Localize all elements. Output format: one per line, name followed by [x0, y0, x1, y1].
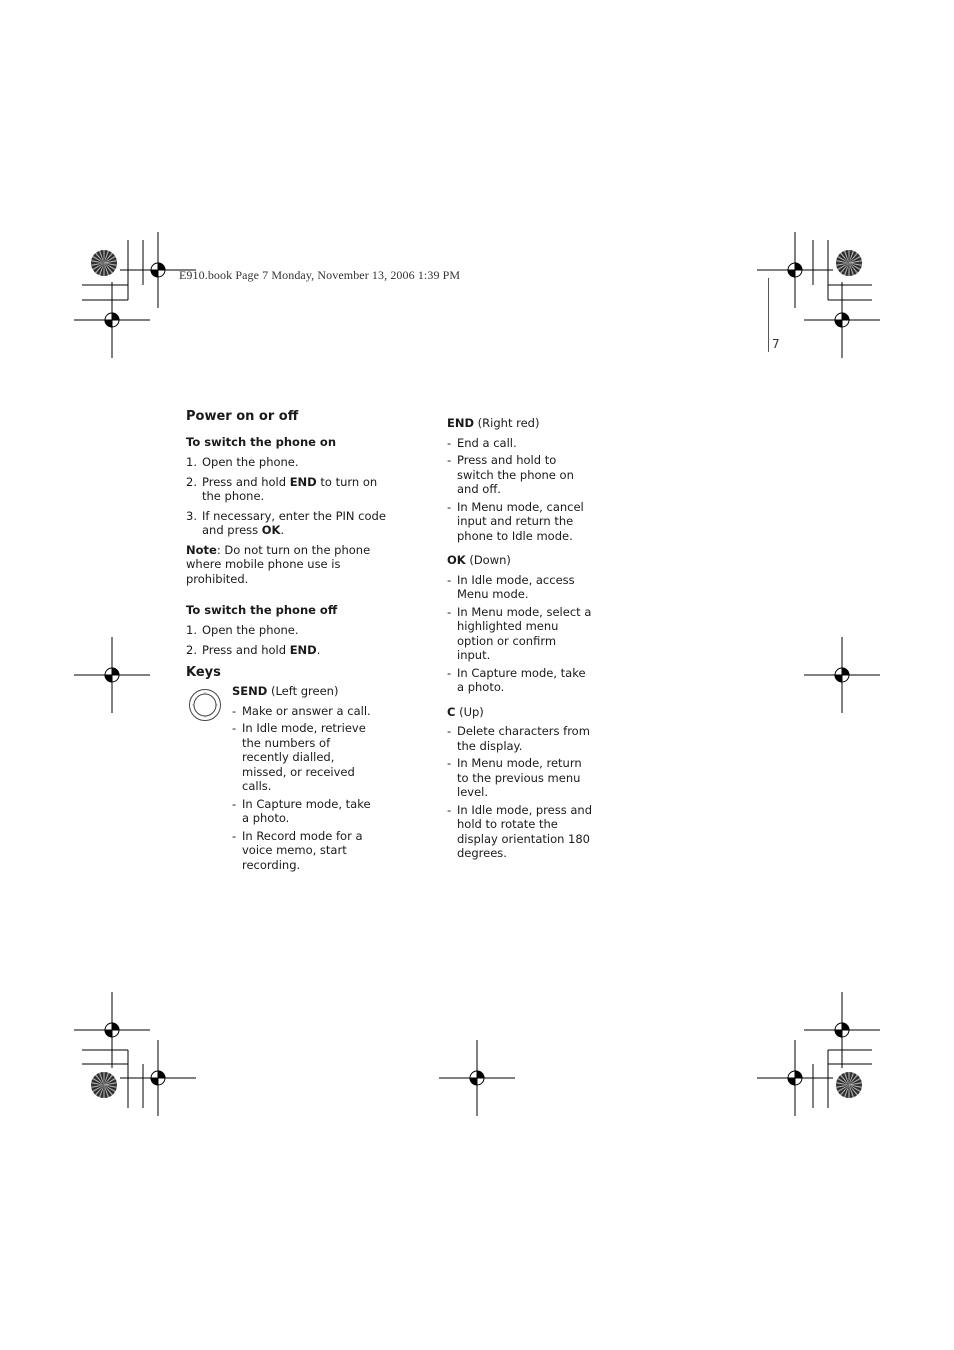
section-title-keys: Keys [186, 665, 221, 680]
nav-key-icon [188, 688, 222, 726]
list-item: - In Menu mode, cancel input and return the phone to Idle mode. [447, 500, 592, 544]
list-item: - In Record mode for a voice memo, start recording. [232, 829, 372, 873]
registration-mark [74, 282, 150, 358]
star-target [836, 1072, 862, 1098]
list-item: 2. Press and hold END to turn on the phone. [186, 474, 378, 503]
section-title-power: Power on or off [186, 409, 299, 424]
star-target [91, 250, 117, 276]
send-key-block [232, 684, 372, 882]
list-item: - Delete characters from the display. [447, 724, 592, 753]
list-item: - In Idle mode, press and hold to rotate the display orientation 180 degrees. [447, 803, 592, 861]
c-key-title: C (Up) [447, 704, 484, 719]
left-column [186, 408, 386, 691]
switch-off-steps [186, 623, 386, 657]
registration-mark [804, 637, 880, 713]
list-item: - In Capture mode, take a photo. [232, 797, 372, 826]
send-key-list [232, 704, 372, 873]
end-key-title: END (Right red) [447, 416, 540, 430]
registration-mark [120, 1040, 196, 1116]
list-item: - In Idle mode, retrieve the numbers of recently dialled, missed, or received calls. [232, 721, 372, 794]
ok-key-title: OK (Down) [447, 553, 511, 567]
subsection-switch-off: To switch the phone off [186, 603, 338, 617]
list-item: - Press and hold to switch the phone on and off. [447, 453, 592, 497]
margin-rule [768, 278, 769, 352]
list-item: - Make or answer a call. [232, 704, 372, 719]
registration-mark [804, 992, 880, 1068]
registration-mark [757, 1040, 833, 1116]
c-key-list [447, 724, 592, 861]
list-item: 1. Open the phone. [186, 455, 299, 469]
list-item: - End a call. [447, 436, 592, 451]
switch-on-steps [186, 455, 386, 538]
send-key-title: SEND (Left green) [232, 684, 339, 698]
end-key-list [447, 436, 592, 544]
list-item: - In Capture mode, take a photo. [447, 666, 592, 695]
list-item: 2. Press and hold END. [186, 642, 321, 657]
list-item: 3. If necessary, enter the PIN code and press OK. [186, 508, 386, 537]
ok-key-list [447, 573, 592, 695]
list-item: - In Menu mode, select a highlighted menu option or confirm input. [447, 605, 592, 663]
registration-mark [439, 1040, 515, 1116]
star-target [91, 1072, 117, 1098]
star-target [836, 250, 862, 276]
list-item: 1. Open the phone. [186, 623, 299, 637]
subsection-switch-on: To switch the phone on [186, 435, 337, 449]
list-item: - In Menu mode, return to the previous menu level. [447, 756, 592, 800]
book-header: E910.book Page 7 Monday, November 13, 2006 1:39 PM [179, 268, 461, 282]
registration-mark [74, 992, 150, 1068]
page-number: 7 [772, 337, 780, 351]
registration-mark [804, 282, 880, 358]
registration-mark [74, 637, 150, 713]
list-item: - In Idle mode, access Menu mode. [447, 573, 592, 602]
note-paragraph: Note: Do not turn on the phone where mobile phone use is prohibited. [186, 542, 371, 586]
right-column [447, 416, 592, 871]
